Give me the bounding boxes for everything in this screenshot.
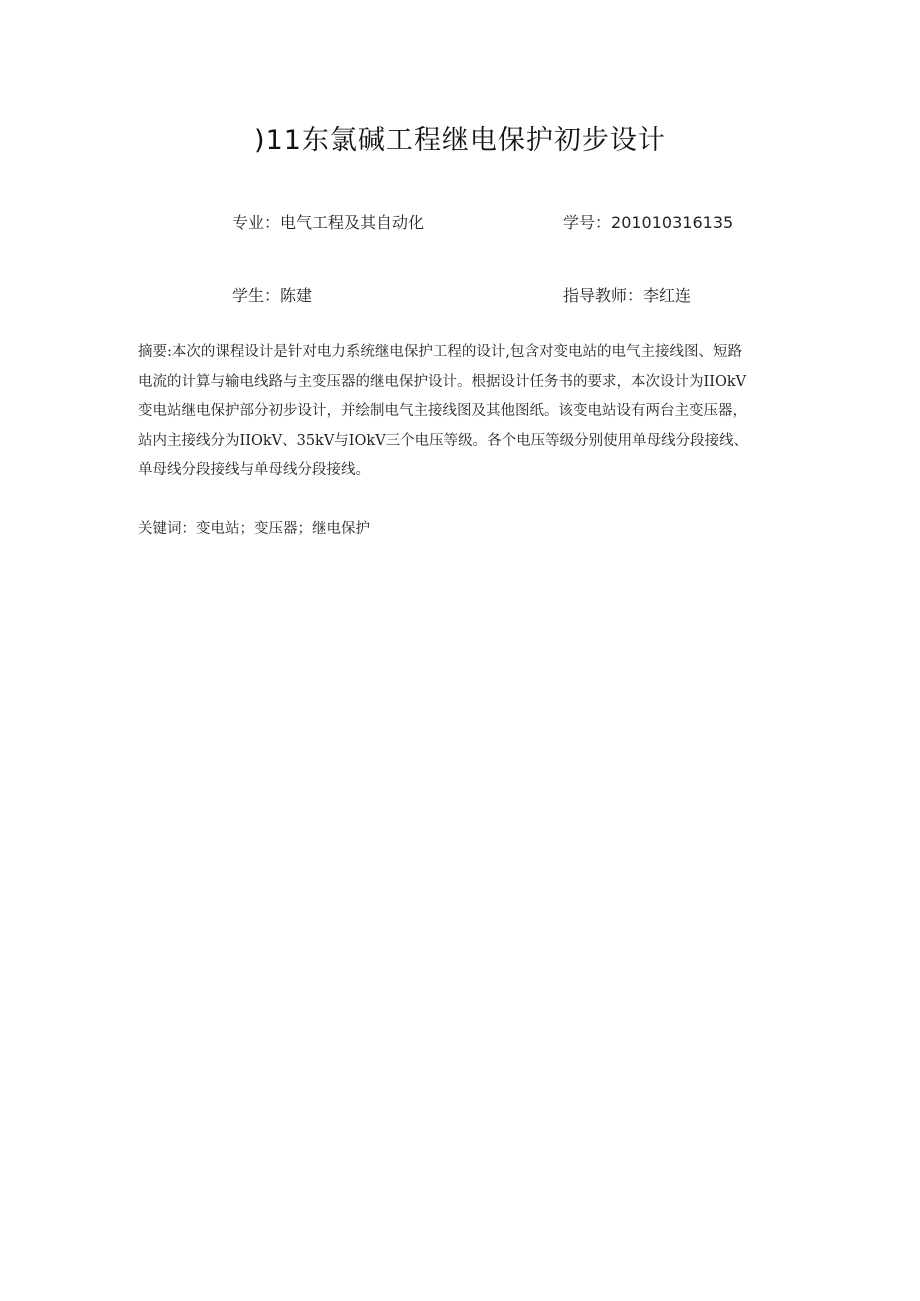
advisor-label: 指导教师： — [563, 286, 644, 305]
abstract-paragraph — [138, 338, 792, 486]
advisor-field — [563, 283, 691, 306]
abstract-line: 单母线分段接线与单母线分段接线。 — [138, 462, 370, 478]
major-value: 电气工程及其自动化 — [280, 213, 425, 232]
abstract-line: 站内主接线分为IIOkV、35kV与IOkV三个电压等级。各个电压等级分别使用单母线分段接线、 — [138, 432, 749, 449]
abstract-line: 变电站继电保护部分初步设计，并绘制电气主接线图及其他图纸。该变电站设有两台主变压器， — [138, 403, 747, 419]
student-id-field — [563, 210, 733, 233]
student-id-value: 201010316135 — [611, 213, 734, 232]
document-title: )11东氯碱工程继电保护初步设计 — [254, 125, 666, 156]
student-value: 陈建 — [280, 286, 313, 305]
keywords-line: 关键词：变电站；变压器；继电保护 — [138, 521, 370, 537]
student-label: 学生： — [232, 286, 281, 305]
advisor-value: 李红连 — [643, 286, 692, 305]
major-label: 专业： — [232, 213, 281, 232]
abstract-line: 摘要:本次的课程设计是针对电力系统继电保护工程的设计,包含对变电站的电气主接线图、短路 — [138, 344, 742, 360]
student-id-label: 学号： — [563, 213, 612, 232]
abstract-line: 电流的计算与输电线路与主变压器的继电保护设计。根据设计任务书的要求，本次设计为IIOkV — [138, 373, 747, 390]
student-field — [232, 283, 312, 306]
major-field — [232, 210, 424, 233]
